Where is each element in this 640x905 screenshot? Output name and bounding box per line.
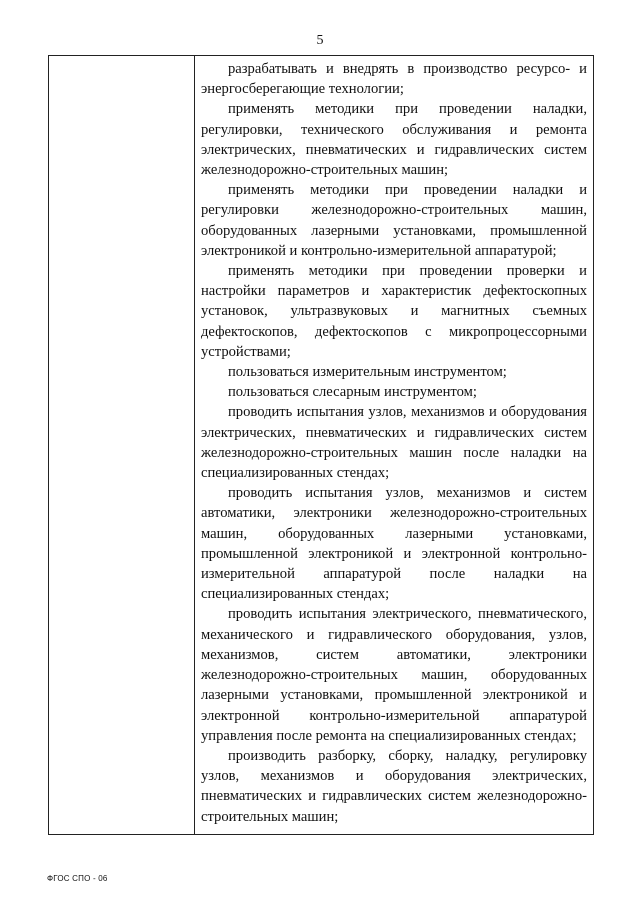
skill-item: проводить испытания узлов, механизмов и оборудования электрических, пневматических и гидравлических систем железнодорожно-строительных машин после наладки на специализированных стендах; [201,404,587,482]
skill-item: проводить испытания электрического, пневматического, механического и гидравлического оборудования, узлов, механизмов, систем автоматики, электроники железнодорожно-строительных машин, оборудованных лазерными установками, промышленной электроникой и электронной контрольно-измерительной аппаратурой управления после ремонта на специализированных стендах; [201,606,587,744]
skill-item: разрабатывать и внедрять в производство ресурсо- и энергосберегающие технологии; [201,61,587,98]
document-table [48,55,594,835]
table-right-cell [195,56,593,827]
skill-item: применять методики при проведении наладки и регулировки железнодорожно-строительных машин, оборудованных лазерными установками, промышленной электроникой и контрольно-измерительной аппаратурой; [201,182,587,259]
skill-item: пользоваться измерительным инструментом; [228,364,507,381]
skill-item: проводить испытания узлов, механизмов и систем автоматики, электроники железнодорожно-строительных машин, оборудованных лазерными установками, промышленной электроникой и электронной контрольно-измерительной аппаратурой после наладки на специализированных стендах; [201,485,587,603]
page-number: 5 [316,33,324,48]
skill-item: пользоваться слесарным инструментом; [228,384,477,401]
footer-label: ФГОС СПО - 06 [47,874,108,883]
skill-item: применять методики при проведении наладки, регулировки, технического обслуживания и ремонта электрических, пневматических и гидравлических систем железнодорожно-строительных машин; [201,101,587,179]
skill-item: применять методики при проведении проверки и настройки параметров и характеристик дефектоскопных установок, ультразвуковых и магнитных съемных дефектоскопов, дефектоскопов с микропроцессорными устройствами; [201,263,587,360]
skill-item: производить разборку, сборку, наладку, регулировку узлов, механизмов и оборудования электрических, пневматических и гидравлических систем железнодорожно-строительных машин; [201,747,587,825]
table-left-cell [49,56,195,834]
